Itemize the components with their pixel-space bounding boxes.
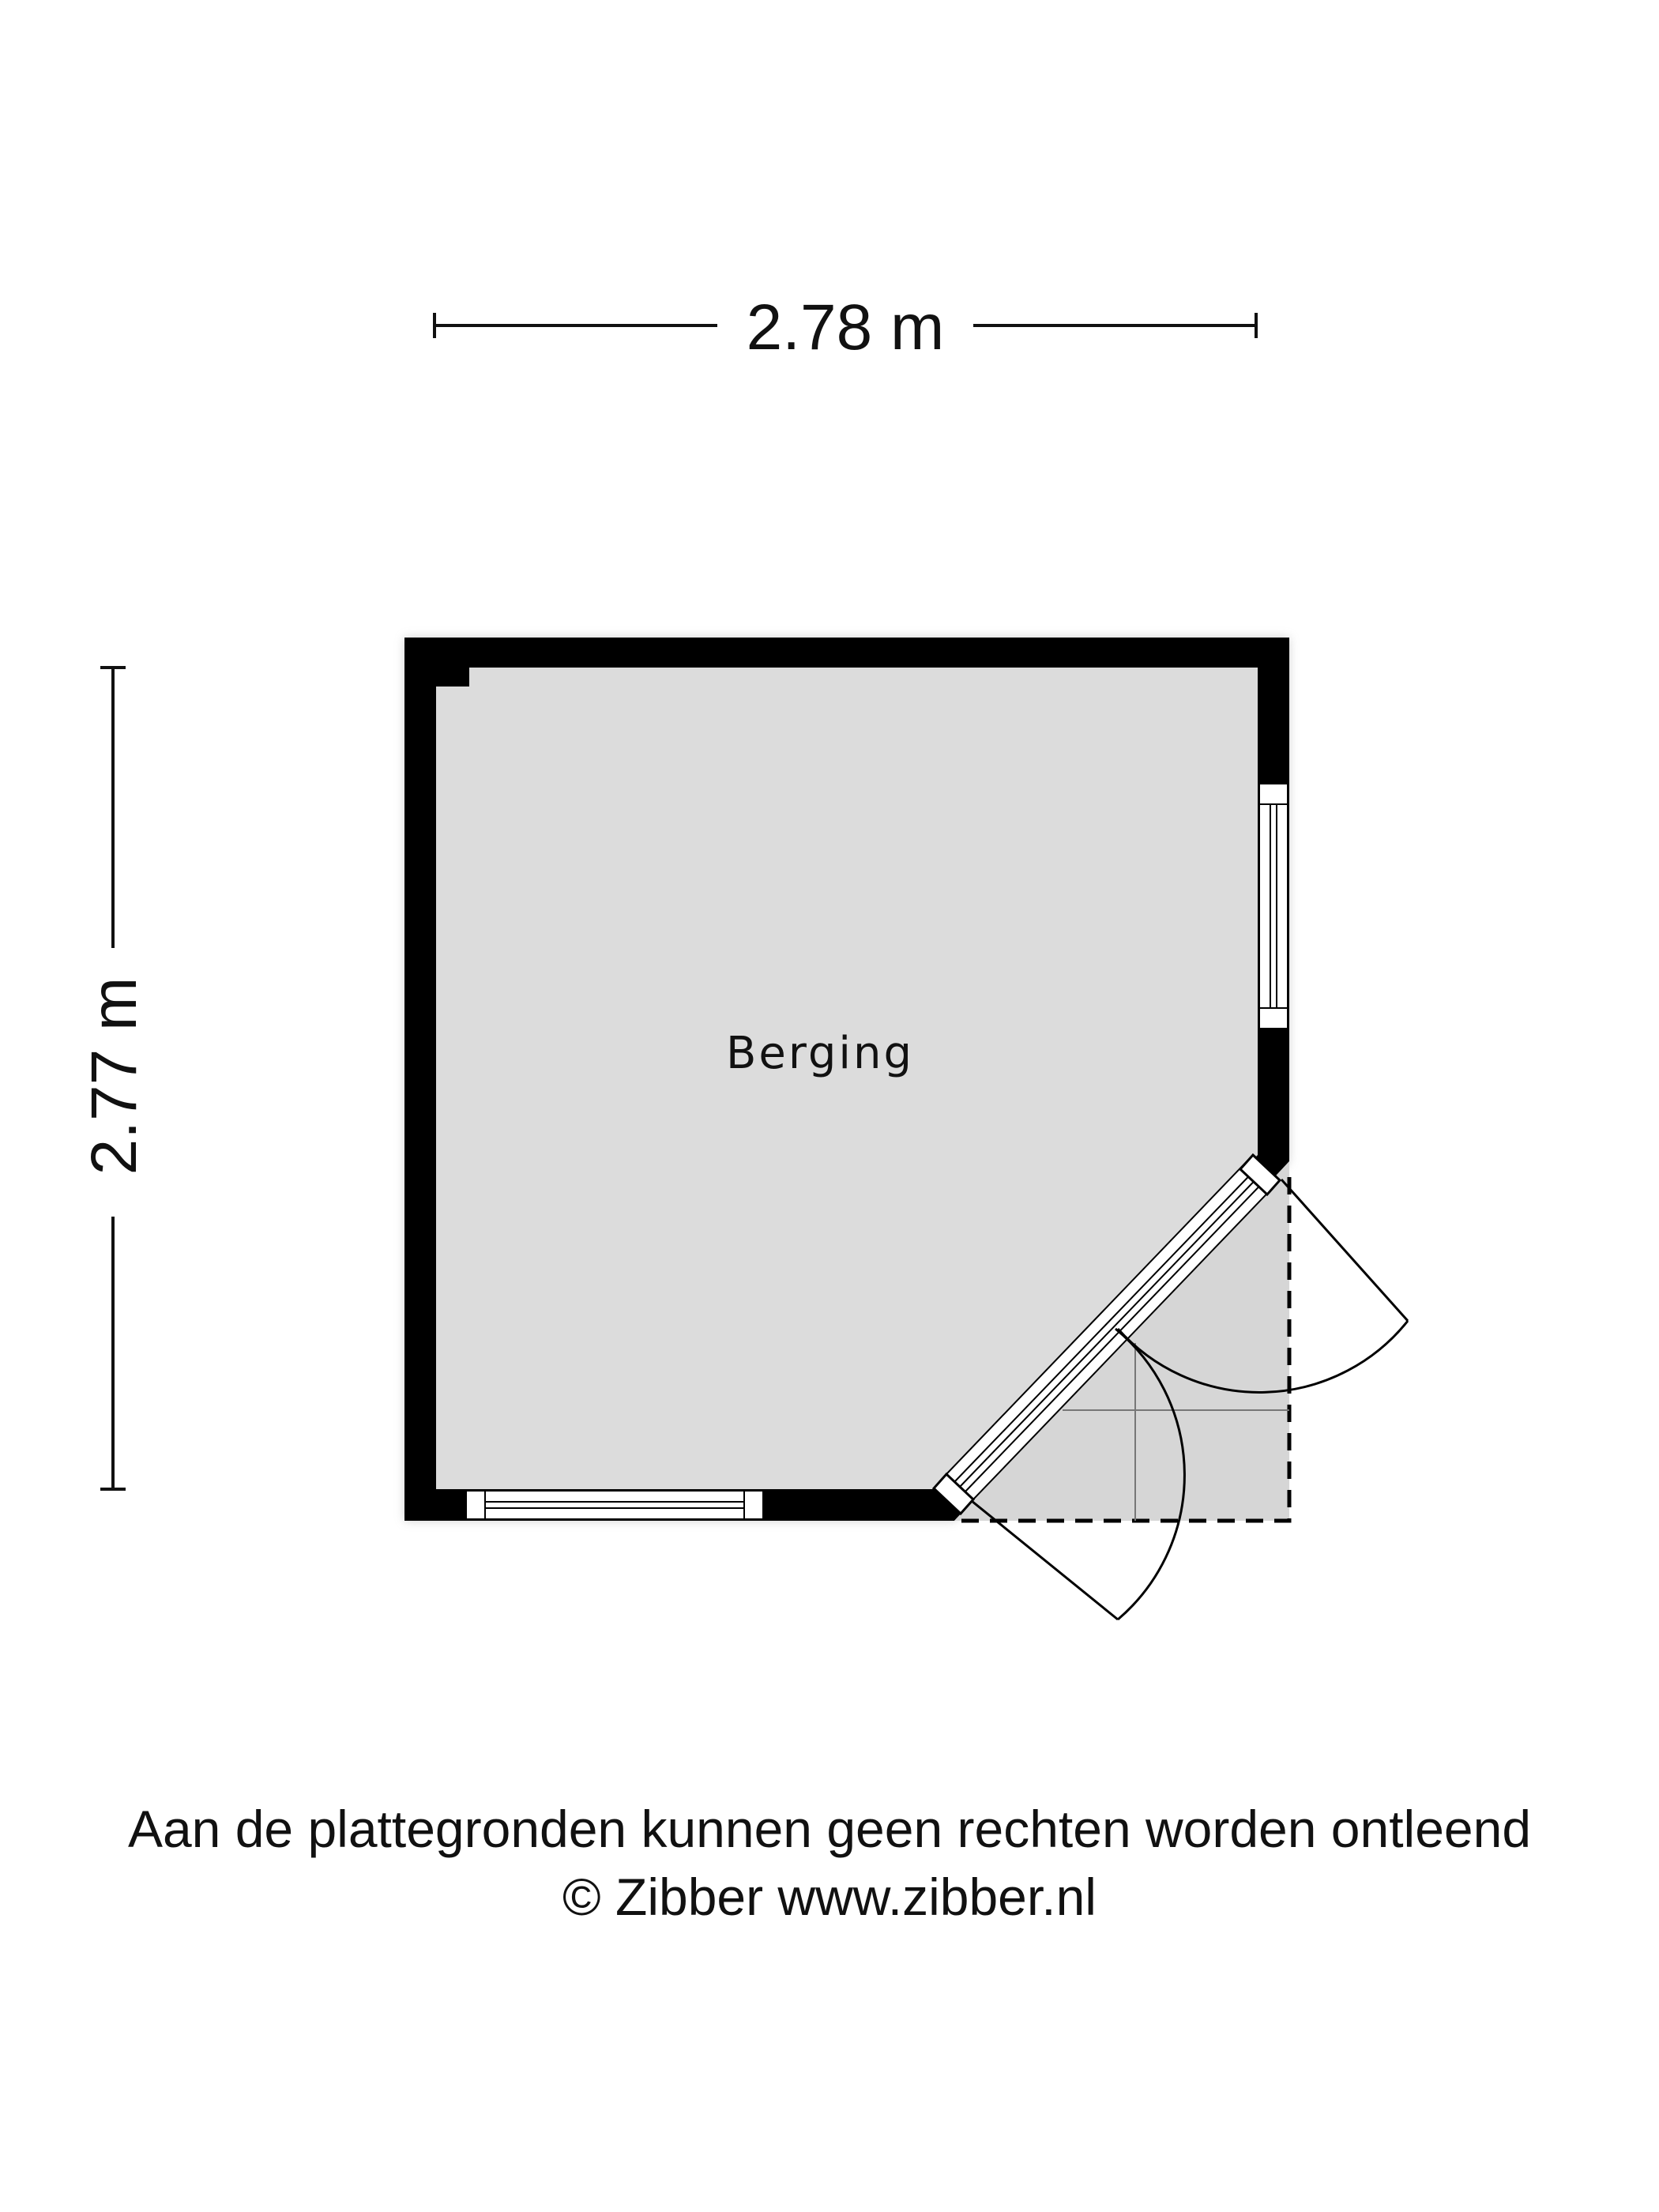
window-right	[1259, 784, 1288, 1029]
window-bottom	[466, 1491, 763, 1519]
copyright-text: © Zibber www.zibber.nl	[562, 1868, 1097, 1926]
width-dimension-label: 2.78 m	[746, 292, 945, 363]
height-dimension-label: 2.77 m	[78, 976, 150, 1176]
room-label-berging: Berging	[725, 1028, 915, 1079]
corner-column	[436, 668, 469, 687]
width-dimension	[434, 292, 1256, 363]
height-dimension	[78, 668, 150, 1489]
disclaimer-text: Aan de plattegronden kunnen geen rechten worden ontleend	[127, 1800, 1532, 1858]
